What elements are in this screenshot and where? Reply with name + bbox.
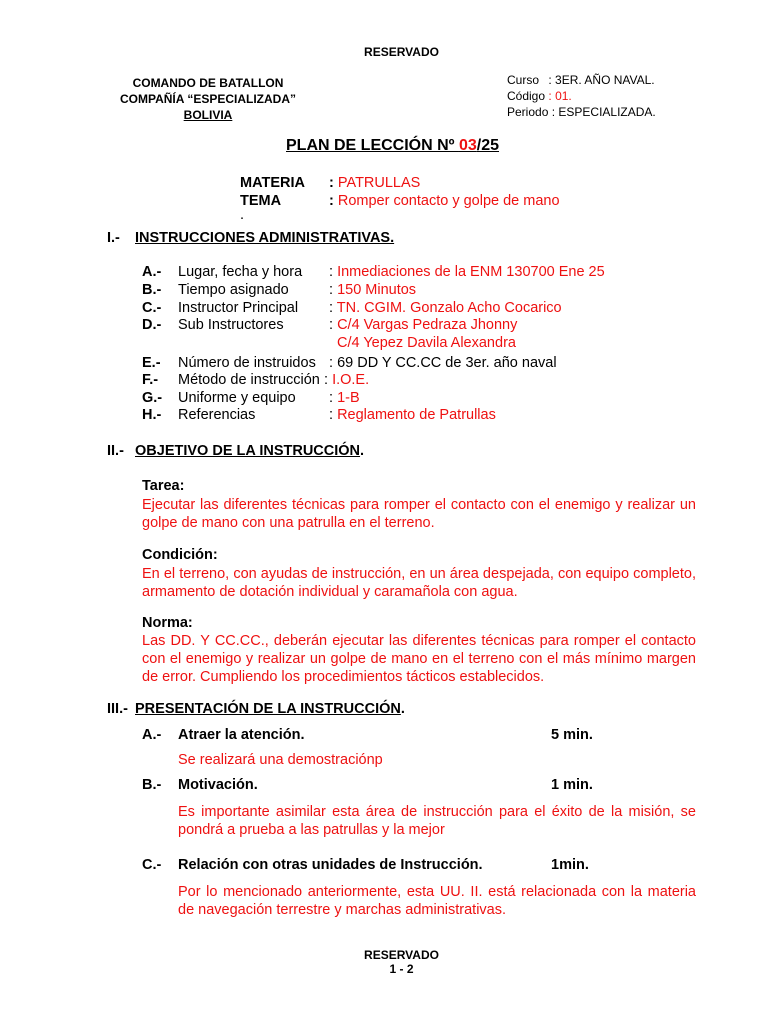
materia-value: PATRULLAS	[337, 175, 421, 191]
item-b-letter: B.-	[142, 777, 162, 793]
periodo-row	[507, 104, 656, 120]
admin-item-letter: E.-	[142, 354, 161, 371]
admin-item-value-2: C/4 Yepez Davila Alexandra	[337, 334, 516, 351]
condicion-text: En el terreno, con ayudas de instrucción, en un área despejada, con equipo completo, armamento de dotación individual y caramañola con agua.	[142, 566, 696, 600]
page-title	[286, 137, 499, 155]
admin-item-label: Referencias	[178, 407, 256, 423]
codigo-row	[507, 88, 656, 104]
section2-title: OBJETIVO DE LA INSTRUCCIÓN	[135, 443, 361, 459]
section1-number: I.-	[107, 230, 120, 246]
admin-item-label: Lugar, fecha y hora	[178, 264, 303, 280]
item-c-letter: C.-	[142, 857, 162, 873]
section1-title: INSTRUCCIONES ADMINISTRATIVAS.	[135, 230, 395, 246]
admin-item-label: Sub Instructores	[178, 317, 284, 333]
section2-number: II.-	[107, 443, 124, 459]
tarea-text: Ejecutar las diferentes técnicas para romper el contacto con el enemigo y realizar un golpe de mano con una patrulla en el terreno.	[142, 497, 696, 531]
admin-item-letter: D.-	[142, 317, 162, 333]
admin-item-letter: G.-	[142, 389, 163, 406]
section2-heading	[135, 443, 364, 459]
codigo-label: Código	[507, 89, 546, 103]
codigo-sep: :	[548, 89, 552, 103]
section3-title: PRESENTACIÓN DE LA INSTRUCCIÓN	[135, 701, 401, 717]
admin-item-label: Método de instrucción	[178, 372, 320, 388]
tema-row	[329, 193, 560, 209]
admin-item-letter: H.-	[142, 407, 162, 423]
admin-item-value: C/4 Vargas Pedraza Jhonny	[337, 317, 518, 333]
title-number: 03	[458, 137, 477, 154]
admin-item-letter: A.-	[142, 264, 162, 280]
admin-item-letter: F.-	[142, 372, 159, 388]
title-suffix: /25	[476, 137, 500, 154]
admin-item-label: Tiempo asignado	[178, 282, 289, 298]
page-number: 1 - 2	[389, 962, 414, 976]
admin-item-value: Reglamento de Patrullas	[337, 407, 496, 423]
item-b-label: Motivación.	[178, 777, 258, 793]
materia-colon: :	[329, 175, 334, 191]
admin-item-label: Número de instruidos	[178, 354, 316, 371]
classification-footer: RESERVADO	[364, 948, 439, 962]
tarea-label: Tarea:	[142, 478, 185, 494]
admin-item-value: 1-B	[337, 389, 360, 406]
admin-item-value: Inmediaciones de la ENM 130700 Ene 25	[337, 264, 605, 280]
curso-value: 3ER. AÑO NAVAL.	[555, 73, 655, 87]
admin-item-value: 69 DD Y CC.CC de 3er. año naval	[337, 354, 557, 371]
admin-item-letter: C.-	[142, 299, 162, 316]
periodo-label: Periodo	[507, 105, 549, 119]
admin-item-value: 150 Minutos	[337, 282, 417, 298]
item-a-time: 5 min.	[551, 727, 593, 743]
title-prefix: PLAN DE LECCIÓN Nº	[286, 137, 459, 154]
course-info	[507, 72, 656, 120]
curso-row	[507, 72, 656, 88]
item-a-text: Se realizará una demostraciónp	[178, 752, 383, 768]
codigo-value: 01.	[555, 89, 572, 103]
item-c-time: 1min.	[551, 857, 589, 873]
org-line-3: BOLIVIA	[183, 108, 233, 122]
tema-colon: :	[329, 193, 334, 209]
norma-text: Las DD. Y CC.CC., deberán ejecutar las diferentes técnicas para romper el contacto con el enemigo y realizar un golpe de mano en el terreno con el más mínimo margen de error. Cumpliendo los procedimientos tácticos establecidos.	[142, 633, 696, 685]
org-block	[108, 75, 308, 123]
materia-label: MATERIA	[240, 175, 305, 191]
condicion-label: Condición:	[142, 547, 218, 563]
admin-item-value: I.O.E.	[332, 372, 370, 388]
item-b-time: 1 min.	[551, 777, 593, 793]
admin-item-letter: B.-	[142, 282, 162, 298]
org-line-1: COMANDO DE BATALLON	[132, 76, 284, 90]
item-a-letter: A.-	[142, 727, 162, 743]
item-c-text: Por lo mencionado anteriormente, esta UU. II. está relacionada con la materia de navegación terrestre y marchas administrativas.	[178, 884, 696, 918]
item-b-text: Es importante asimilar esta área de instrucción para el éxito de la misión, se pondrá a prueba a las patrullas y la mejor	[178, 804, 696, 838]
stray-dot: .	[240, 207, 245, 223]
item-a-label: Atraer la atención.	[178, 727, 305, 743]
classification-header: RESERVADO	[364, 45, 439, 59]
section3-number: III.-	[107, 701, 128, 717]
curso-sep: :	[548, 73, 552, 87]
section3-title-dot: .	[400, 701, 405, 717]
norma-label: Norma:	[142, 615, 193, 631]
org-line-2: COMPAÑÍA “ESPECIALIZADA”	[119, 92, 296, 106]
periodo-value: : ESPECIALIZADA.	[551, 105, 656, 119]
tema-value: Romper contacto y golpe de mano	[337, 193, 560, 209]
materia-row	[329, 175, 420, 191]
section2-title-dot: .	[360, 443, 365, 459]
admin-item-label: Instructor Principal	[178, 299, 299, 316]
admin-item-label: Uniforme y equipo	[178, 389, 296, 406]
item-c-label: Relación con otras unidades de Instrucción.	[178, 857, 483, 873]
admin-item-value: TN. CGIM. Gonzalo Acho Cocarico	[336, 299, 562, 316]
curso-label: Curso	[507, 73, 540, 87]
tema-label: TEMA	[240, 193, 282, 209]
section3-heading	[135, 701, 405, 717]
